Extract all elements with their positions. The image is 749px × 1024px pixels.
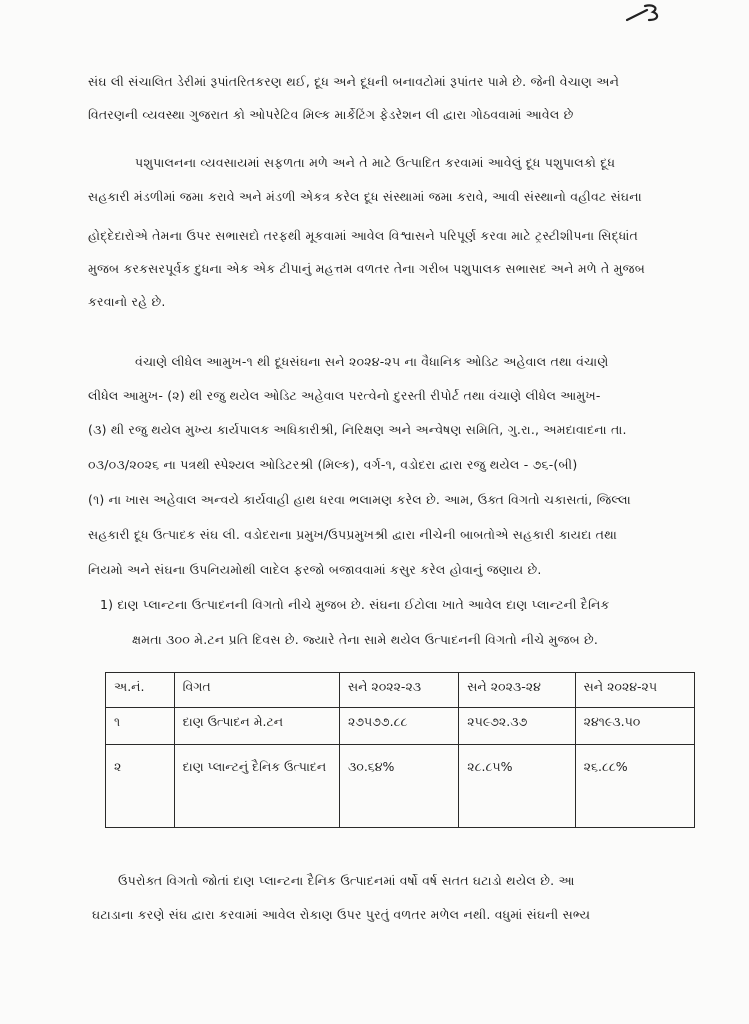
text-line: ઘટાડાના કરણે સંઘ દ્વારા કરવામાં આવેલ રોકાણ ઉપર પુરતું વળતર મળેલ નથી. વધુમાં સંઘની સભ્ય [92, 907, 591, 922]
table-cell: ૧ [106, 708, 175, 745]
production-table [105, 672, 695, 828]
table-cell: ૨ [106, 745, 175, 828]
header-cell: સને ૨૦૨૪-૨૫ [575, 673, 694, 708]
text-line: લીધેલ આમુખ- (૨) થી રજુ થયેલ ઓડિટ અહેવાલ પરત્વેનો દુરસ્તી રીપોર્ટ તથા વંચાણે લીધેલ આમુખ- [88, 388, 601, 403]
text-line: મુજબ કરકસરપૂર્વક દુધના એક એક ટીપાનું મહત્તમ વળતર તેના ગરીબ પશુપાલક સભાસદ અને મળે તે મુજબ [88, 261, 645, 276]
text-line: વિતરણની વ્યવસ્થા ગુજરાત કો ઓપરેટિવ મિલ્ક માર્કેટિંગ ફેડરેશન લી દ્વારા ગોઠવવામાં આવેલ છે [88, 107, 574, 122]
text-line: (૧) ના ખાસ અહેવાલ અન્વયે કાર્યવાહી હાથ ધરવા ભલામણ કરેલ છે. આમ, ઉક્ત વિગતો ચકાસતાં, જિલ્લા [88, 492, 631, 507]
text-line: સહકારી મંડળીમાં જમા કરાવે અને મંડળી એકત્ર કરેલ દૂધ સંસ્થામાં જમા કરાવે, આવી સંસ્થાનો વહીવટ સંઘના [88, 189, 642, 204]
header-cell: સને ૨૦૨૩-૨૪ [459, 673, 575, 708]
text-line: પશુપાલનના વ્યવસાયમાં સફળતા મળે અને તે માટે ઉત્પાદિત કરવામાં આવેલું દૂધ પશુપાલકો દૂધ [135, 155, 616, 170]
text-line: સંઘ લી સંચાલિત ડેરીમાં રૂપાંતરિતકરણ થઈ, દૂધ અને દૂધની બનાવટોમાં રૂપાંતર પામે છે. જેની વેચાણ અને [88, 74, 620, 89]
table-row [106, 708, 695, 745]
table-cell: ૨૭૫૭૭.૮૮ [339, 708, 458, 745]
list-item-1: 1) દાણ પ્લાન્ટના ઉત્પાદનની વિગતો નીચે મુજબ છે. સંઘના ઈટોલા ખાતે આવેલ દાણ પ્લાન્ટની દૈનિક [100, 597, 610, 612]
table-cell: ૨૮.૮૫% [459, 745, 575, 828]
table-cell: ૨૬.૮૮% [575, 745, 694, 828]
text-line: ક્ષમતા ૩૦૦ મે.ટન પ્રતિ દિવસ છે. જ્યારે તેના સામે થયેલ ઉત્પાદનની વિગતો નીચે મુજબ છે. [132, 632, 599, 647]
text-line: ૦૩/૦૩/૨૦૨૬ ના પત્રથી સ્પેશ્યલ ઓડિટરશ્રી (મિલ્ક), વર્ગ-૧, વડોદરા દ્વારા રજુ થયેલ - ૭૬-(બી) [88, 457, 578, 472]
text-line: હોદ્દેદારોએ તેમના ઉપર સભાસદો તરફથી મૂકવામાં આવેલ વિશ્વાસને પરિપૂર્ણ કરવા માટે ટ્રસ્ટીશીપના સિદ્ધાંત [88, 228, 639, 243]
text-line: ઉપરોક્ત વિગતો જોતાં દાણ પ્લાન્ટના દૈનિક ઉત્પાદનમાં વર્ષો વર્ષ સતત ઘટાડો થયેલ છે. આ [118, 873, 575, 888]
text-line: (૩) થી રજુ થયેલ મુખ્ય કાર્યપાલક અધિકારીશ્રી, નિરિક્ષણ અને અન્વેષણ સમિતિ, ગુ.રા., અમદાવાદના તા. [88, 422, 627, 437]
table-header-row [106, 673, 695, 708]
table-cell: ૨૫૯૭૨.૩૭ [459, 708, 575, 745]
table-cell: દાણ ઉત્પાદન મે.ટન [174, 708, 339, 745]
header-cell: વિગત [174, 673, 339, 708]
text-line: વંચાણે લીધેલ આમુખ-૧ થી દૂધસંઘના સને ૨૦૨૪-૨૫ ના વૈધાનિક ઓડિટ અહેવાલ તથા વંચાણે [135, 354, 609, 369]
table-cell: ૨૪૧૯૩.૫૦ [575, 708, 694, 745]
handwritten-mark [625, 2, 665, 24]
table-cell: ૩૦.૬૪% [339, 745, 458, 828]
text-line: કરવાનો રહે છે. [88, 294, 166, 309]
header-cell: સને ૨૦૨૨-૨૩ [339, 673, 458, 708]
text-line: સહકારી દૂધ ઉત્પાદક સંઘ લી. વડોદરાના પ્રમુખ/ઉપપ્રમુખશ્રી દ્વારા નીચેની બાબતોએ સહકારી કાયદા તથા [88, 527, 617, 542]
text-line: નિયમો અને સંઘના ઉપનિયમોથી લાદેલ ફરજો બજાવવામાં કસુર કરેલ હોવાનું જણાય છે. [88, 562, 542, 577]
table-row [106, 745, 695, 828]
header-cell: અ.નં. [106, 673, 175, 708]
table-cell: દાણ પ્લાન્ટનું દૈનિક ઉત્પાદન [174, 745, 339, 828]
